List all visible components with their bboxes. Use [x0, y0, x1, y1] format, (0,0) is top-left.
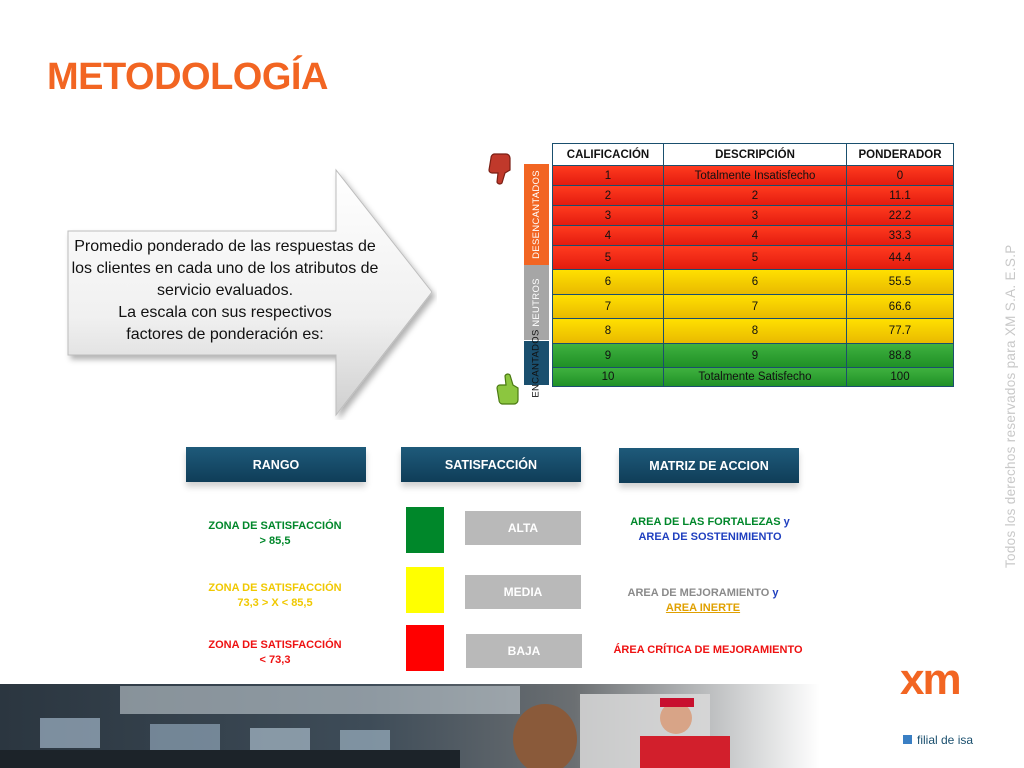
zone-label: ZONA DE SATISFACCIÓN: [208, 520, 342, 532]
cell: 6: [664, 270, 847, 295]
cell: 22.2: [847, 206, 954, 226]
cell: 4: [664, 226, 847, 246]
table-row: [553, 295, 954, 319]
zone-alta: [180, 519, 370, 549]
col-header: CALIFICACIÓN: [553, 144, 664, 166]
swatch-media: [406, 567, 444, 613]
group-encantados: [524, 328, 549, 398]
rating-table: [552, 143, 954, 387]
cell: 5: [553, 246, 664, 270]
cell: 2: [664, 186, 847, 206]
cell: 10: [553, 368, 664, 387]
cell: 55.5: [847, 270, 954, 295]
cell: 3: [553, 206, 664, 226]
area-text: AREA DE MEJORAMIENTO: [627, 587, 770, 599]
header-rango: RANGO: [186, 447, 366, 482]
area-and: y: [772, 587, 779, 599]
callout-text: [70, 236, 380, 346]
col-header: PONDERADOR: [847, 144, 954, 166]
level-baja: BAJA: [466, 634, 582, 668]
cell: 2: [553, 186, 664, 206]
table-row: [553, 186, 954, 206]
zone-media: [180, 581, 370, 611]
level-alta: ALTA: [465, 511, 581, 545]
cell: 3: [664, 206, 847, 226]
level-media: MEDIA: [465, 575, 581, 609]
table-header-row: [553, 144, 954, 166]
square-icon: [903, 735, 912, 744]
table-row: [553, 166, 954, 186]
table-row: [553, 226, 954, 246]
group-desencantados: [524, 164, 549, 265]
header-satisfaccion: SATISFACCIÓN: [401, 447, 581, 482]
callout-line: factores de ponderación es:: [126, 326, 324, 343]
zone-range: > 85,5: [259, 535, 291, 547]
zone-range: < 73,3: [259, 654, 291, 666]
cell: 7: [553, 295, 664, 319]
callout-line: Promedio ponderado de las respuestas de: [74, 238, 376, 255]
cell: 88.8: [847, 344, 954, 368]
callout-line: servicio evaluados.: [156, 282, 294, 299]
cell: 0: [847, 166, 954, 186]
zone-label: ZONA DE SATISFACCIÓN: [208, 639, 342, 651]
cell: 44.4: [847, 246, 954, 270]
xm-logo: xm: [900, 655, 960, 704]
copyright-watermark: Todos los derechos reservados para XM S.A. E.S.P: [1003, 244, 1018, 568]
action-media: [598, 586, 808, 616]
area-and: y: [783, 516, 790, 528]
zone-range: 73,3 > X < 85,5: [237, 597, 313, 609]
cell: 6: [553, 270, 664, 295]
cell: 1: [553, 166, 664, 186]
area-text: AREA INERTE: [665, 602, 741, 614]
callout-line: La escala con sus respectivos: [118, 304, 332, 321]
zone-label: ZONA DE SATISFACCIÓN: [208, 582, 342, 594]
cell: 8: [664, 319, 847, 344]
cell: 7: [664, 295, 847, 319]
action-alta: [605, 515, 815, 545]
control-room-photo: [0, 684, 820, 768]
table-row: [553, 344, 954, 368]
table-row: [553, 206, 954, 226]
table-row: [553, 319, 954, 344]
logo-tagline: filial de isa: [917, 733, 974, 747]
header-matriz: MATRIZ DE ACCION: [619, 448, 799, 483]
cell: 4: [553, 226, 664, 246]
group-label: NEUTROS: [531, 278, 542, 327]
cell: Totalmente Insatisfecho: [664, 166, 847, 186]
thumbs-up-icon: [496, 366, 524, 408]
cell: 66.6: [847, 295, 954, 319]
table-row: [553, 270, 954, 295]
group-label: DESENCANTADOS: [531, 170, 542, 259]
cell: Totalmente Satisfecho: [664, 368, 847, 387]
cell: 77.7: [847, 319, 954, 344]
cell: 9: [664, 344, 847, 368]
swatch-baja: [406, 625, 444, 671]
cell: 100: [847, 368, 954, 387]
area-text: AREA DE SOSTENIMIENTO: [638, 531, 782, 543]
cell: 9: [553, 344, 664, 368]
cell: 11.1: [847, 186, 954, 206]
callout-line: los clientes en cada uno de los atributos de: [71, 260, 379, 277]
cell: 8: [553, 319, 664, 344]
table-row: [553, 246, 954, 270]
action-baja: ÁREA CRÍTICA DE MEJORAMIENTO: [613, 644, 803, 656]
col-header: DESCRIPCIÓN: [664, 144, 847, 166]
page-title: METODOLOGÍA: [47, 56, 328, 98]
zone-baja: [180, 638, 370, 668]
cell: 33.3: [847, 226, 954, 246]
group-label: ENCANTADOS: [531, 328, 542, 398]
cell: 5: [664, 246, 847, 270]
table-row: [553, 368, 954, 387]
area-text: AREA DE LAS FORTALEZAS: [630, 516, 781, 528]
swatch-alta: [406, 507, 444, 553]
thumbs-down-icon: [488, 150, 516, 192]
